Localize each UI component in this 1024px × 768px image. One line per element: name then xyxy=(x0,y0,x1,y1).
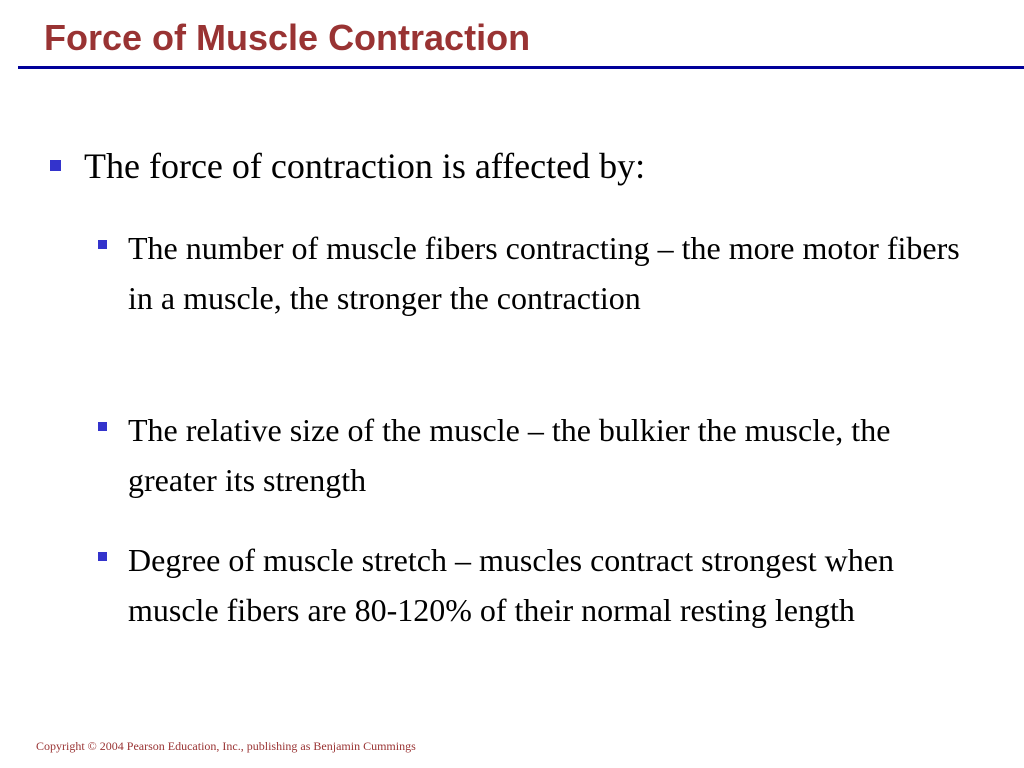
footer-copyright: Copyright © 2004 Pearson Education, Inc., publishing as Benjamin Cummings xyxy=(36,739,416,753)
square-bullet-icon xyxy=(98,240,107,249)
square-bullet-icon xyxy=(50,160,61,171)
bullet-text: Degree of muscle stretch – muscles contract strongest when muscle fibers are 80-120% of their normal resting length xyxy=(128,542,894,628)
bullet-text: The force of contraction is affected by: xyxy=(84,146,646,186)
square-bullet-icon xyxy=(98,552,107,561)
bullet-text: The number of muscle fibers contracting – the more motor fibers in a muscle, the stronger the contraction xyxy=(128,230,960,316)
title-divider xyxy=(18,66,1024,69)
bullet-text: The relative size of the muscle – the bulkier the muscle, the greater its strength xyxy=(128,412,891,498)
slide-title: Force of Muscle Contraction xyxy=(44,17,531,58)
square-bullet-icon xyxy=(98,422,107,431)
